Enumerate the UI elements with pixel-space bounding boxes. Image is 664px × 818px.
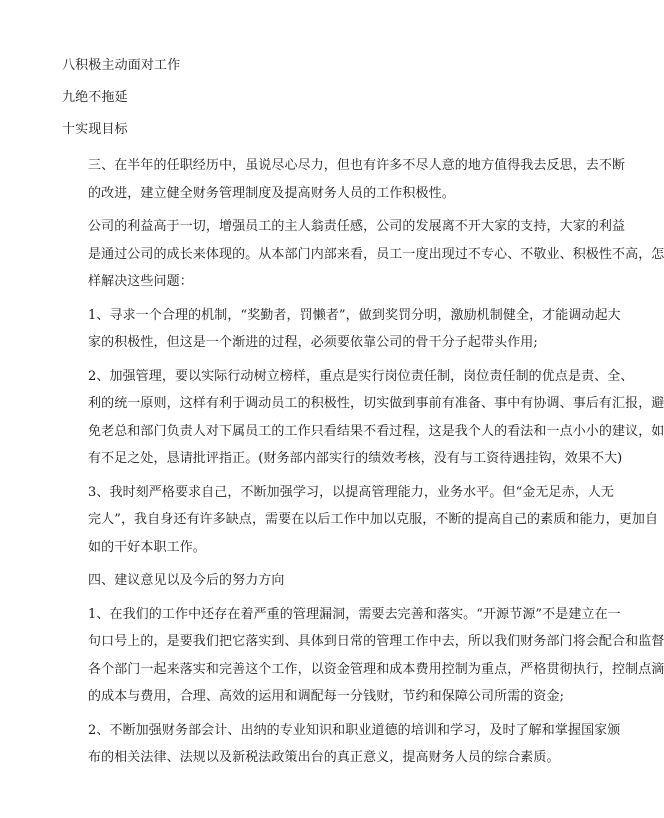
- paragraph-line: 的改进，建立健全财务管理制度及提高财务人员的工作积极性。: [88, 185, 455, 201]
- paragraph-line: 完人”，我自身还有许多缺点，需要在以后工作中加以克服，不断的提高自己的素质和能力，更加自: [88, 512, 659, 527]
- paragraph-line: 免老总和部门负责人对下属员工的工作只看结果不看过程，这是我个人的看法和一点小小的建议，如: [88, 423, 664, 439]
- item-eight: 八积极主动面对工作: [62, 58, 181, 73]
- paragraph-point-one: [62, 302, 621, 357]
- paragraph-line: 利的统一原则，这样有利于调动员工的积极性，切实做到事前有准备、事中有协调、事后有汇报，避: [88, 396, 664, 411]
- paragraph-line: 如的干好本职工作。: [88, 539, 206, 555]
- paragraph-line: 3、我时刻严格要求自己，不断加强学习，以提高管理能力，业务水平。但“金无足赤，人无: [88, 484, 615, 500]
- paragraph-line: 三、在半年的任职经历中，虽说尽心尽力，但也有许多不尽人意的地方值得我去反思，去不断: [88, 158, 626, 173]
- paragraph-line: 2、不断加强财务部会计、出纳的专业知识和职业道德的培训和学习，及时了解和掌握国家颁: [88, 722, 621, 738]
- paragraph-suggestion-two: [62, 717, 621, 772]
- paragraph-line: 1、寻求一个合理的机制，“奖勤者，罚懒者”，做到奖罚分明，激励机制健全，才能调动起大: [88, 307, 621, 323]
- document-body: [62, 56, 664, 778]
- paragraph-line: 各个部门一起来落实和完善这个工作，以资金管理和成本费用控制为重点，严格贯彻执行，控制点滴: [88, 661, 664, 677]
- paragraph-line: 四、建议意见以及今后的努力方向: [88, 573, 285, 588]
- paragraph-line: 1、在我们的工作中还存在着严重的管理漏洞，需要去完善和落实。“开源节源”不是建立在一: [88, 606, 621, 622]
- paragraph-point-three: [62, 479, 659, 562]
- paragraph-line: 的成本与费用，合理、高效的运用和调配每一分钱财，节约和保障公司所需的资金;: [88, 689, 565, 704]
- paragraph-suggestion-one: [62, 601, 664, 711]
- paragraph-line: 家的积极性，但这是一个渐进的过程，必须要依靠公司的骨干分子起带头作用;: [88, 335, 538, 350]
- paragraph-point-two: [62, 363, 664, 473]
- item-ten: 十实现目标: [62, 122, 128, 137]
- paragraph-line: 是通过公司的成长来体现的。从本部门内部来看，员工一度出现过不专心、不敬业、积极性不高，怎: [88, 246, 664, 262]
- paragraph-line: 公司的利益高于一切，增强员工的主人翁责任感，公司的发展离不开大家的支持，大家的利益: [88, 219, 626, 234]
- paragraph-section-three: [62, 152, 626, 207]
- paragraph-line: 句口号上的，是要我们把它落实到、具体到日常的管理工作中去，所以我们财务部门将会配合和监督: [88, 634, 664, 649]
- paragraph-line: 样解决这些问题：: [88, 274, 193, 289]
- paragraph-company-interest: [62, 213, 664, 296]
- paragraph-line: 有不足之处，恳请批评指正。(财务部内部实行的绩效考核，没有与工资待遇挂钩，效果不大): [88, 451, 623, 466]
- item-nine: 九绝不拖延: [62, 90, 128, 105]
- paragraph-line: 2、加强管理，要以实际行动树立榜样，重点是实行岗位责任制，岗位责任制的优点是责、全、: [88, 368, 634, 384]
- section-four-heading: [62, 567, 565, 595]
- paragraph-line: 布的相关法律、法规以及新税法政策出台的真正意义，提高财务人员的综合素质。: [88, 750, 560, 765]
